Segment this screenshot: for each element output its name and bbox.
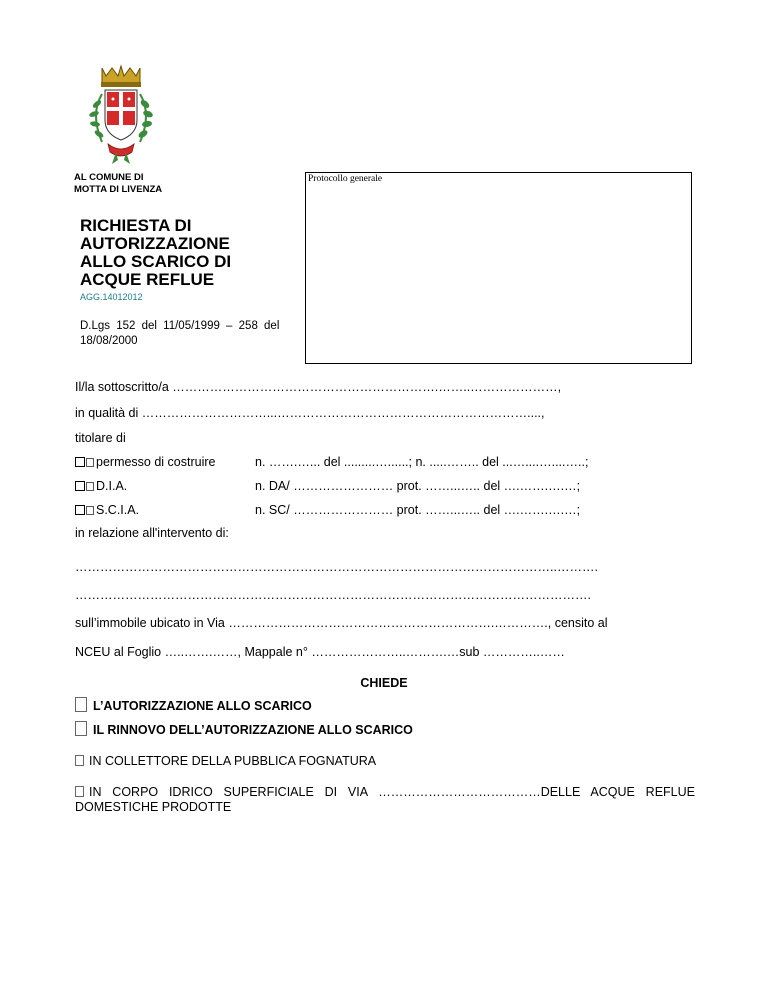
recipient-organization (74, 172, 162, 196)
destination-corpo-idrico[interactable] (75, 785, 695, 815)
request-option-autorizzazione[interactable] (75, 697, 312, 713)
option-scia-detail[interactable]: n. SC/ …………………… prot. ……...….. del ….…….….…; (255, 503, 581, 517)
option-label: S.C.I.A. (96, 503, 140, 517)
title-line4: ACQUE REFLUE (80, 270, 215, 289)
destination-label: IN CORPO IDRICO SUPERFICIALE DI VIA …………………………………DELLE ACQUE REFLUE DOMESTICHE PRODOTTE (75, 785, 695, 814)
destination-label: IN COLLETTORE DELLA PUBBLICA FOGNATURA (89, 754, 377, 768)
protocol-stamp-box (305, 172, 692, 364)
request-option-rinnovo[interactable] (75, 721, 413, 737)
option-dia-detail[interactable]: n. DA/ …………………… prot. ……...….. del ….…….….…; (255, 479, 581, 493)
option-permesso-detail[interactable]: n. …….…... del .........…......; n. .....…….. del ...…....…....…..; (255, 455, 589, 469)
document-title (80, 217, 290, 289)
version-tag: AGG.14012012 (80, 292, 143, 302)
relazione-label: in relazione all'intervento di: (75, 526, 229, 540)
checkbox-small[interactable] (86, 506, 94, 515)
checkbox[interactable] (75, 481, 85, 491)
protocol-label: Protocollo generale (308, 174, 383, 184)
checkbox[interactable] (75, 697, 87, 712)
checkbox[interactable] (75, 755, 84, 766)
option-dia[interactable] (75, 479, 127, 493)
org-line2: MOTTA DI LIVENZA (74, 184, 163, 195)
checkbox-small[interactable] (86, 482, 94, 491)
sottoscritto-field[interactable]: Il/la sottoscritto/a ……………………………………………………….……..…………………, (75, 380, 562, 394)
titolare-label: titolare di (75, 431, 126, 445)
request-option-label: IL RINNOVO DELL’AUTORIZZAZIONE ALLO SCARICO (93, 723, 413, 737)
org-line1: AL COMUNE DI (74, 172, 144, 183)
option-label: D.I.A. (96, 479, 128, 493)
checkbox-small[interactable] (86, 458, 94, 467)
checkbox[interactable] (75, 505, 85, 515)
nceu-field[interactable]: NCEU al Foglio …..…….……, Mappale n° …………………..……….…sub …………..…… (75, 645, 565, 659)
option-permesso[interactable] (75, 455, 216, 469)
intervento-line2[interactable]: ……………………………………………………………………………………………………………. (75, 588, 591, 602)
title-line1: RICHIESTA DI (80, 216, 192, 235)
intervento-line1[interactable]: ……………………………………………………………………………………………………..………. (75, 560, 598, 574)
municipal-crest-logo (72, 64, 170, 168)
title-line2: AUTORIZZAZIONE (80, 234, 230, 253)
immobile-field[interactable]: sull’immobile ubicato in Via ……………………………………………………….…………., censito al (75, 616, 608, 630)
option-scia[interactable] (75, 503, 139, 517)
qualita-field[interactable]: in qualità di …………………………...……………………………………………………...., (75, 406, 545, 420)
checkbox[interactable] (75, 786, 84, 797)
request-option-label: L’AUTORIZZAZIONE ALLO SCARICO (93, 699, 312, 713)
chiede-heading: CHIEDE (360, 676, 408, 690)
checkbox[interactable] (75, 721, 87, 736)
checkbox[interactable] (75, 457, 85, 467)
option-label: permesso di costruire (96, 455, 216, 469)
destination-fognatura[interactable] (75, 754, 376, 768)
title-line3: ALLO SCARICO DI (80, 252, 232, 271)
law-reference: D.Lgs 152 del 11/05/1999 – 258 del 18/08/2000 (80, 320, 280, 347)
